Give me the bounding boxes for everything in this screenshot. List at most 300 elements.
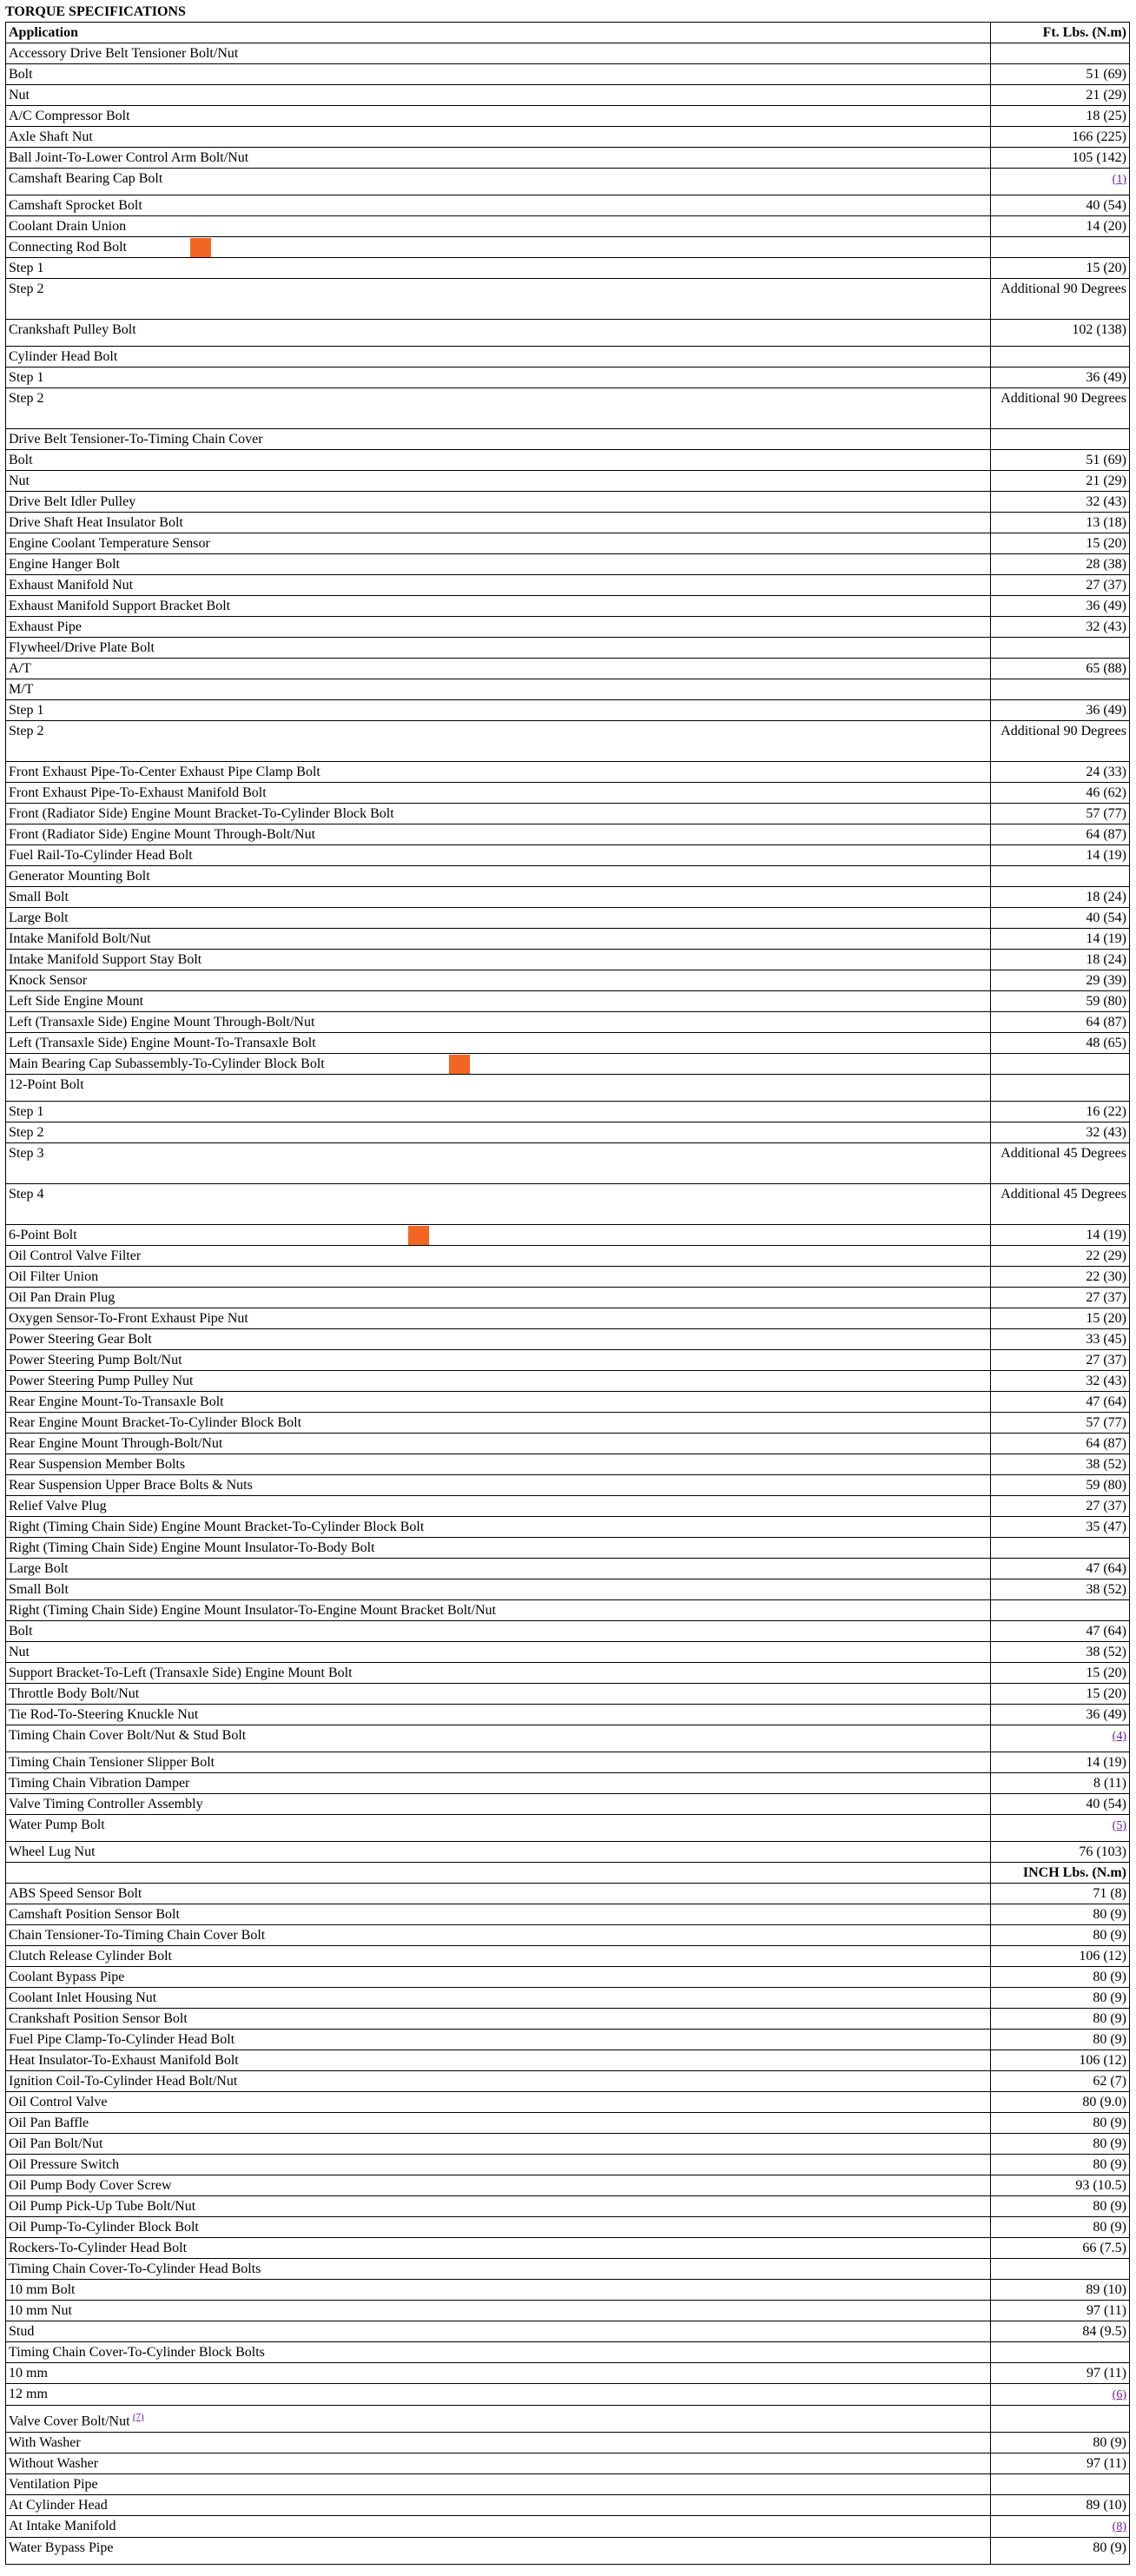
table-row (6, 970, 1130, 991)
application-cell (6, 991, 991, 1012)
table-row (6, 2196, 1130, 2217)
application-label: Crankshaft Position Sensor Bolt (9, 2011, 188, 2026)
application-cell (6, 1794, 991, 1815)
application-cell (6, 1288, 991, 1308)
application-cell (6, 2175, 991, 2196)
application-label: Bolt (9, 67, 33, 82)
graphic-marker-icon[interactable] (408, 1226, 429, 1246)
torque-value-cell: 15 (20) (991, 533, 1130, 554)
table-row (6, 1773, 1130, 1794)
table-row (6, 1904, 1130, 1925)
torque-value-cell: 59 (80) (991, 1475, 1130, 1496)
application-cell (6, 638, 991, 659)
torque-value-cell: INCH Lbs. (N.m) (991, 1863, 1130, 1884)
table-row (6, 450, 1130, 471)
application-cell (6, 513, 991, 533)
application-cell (6, 1413, 991, 1434)
table-row (6, 1967, 1130, 1988)
application-cell (6, 1904, 991, 1925)
torque-value-cell: 32 (43) (991, 492, 1130, 513)
application-label: Coolant Bypass Pipe (9, 1970, 125, 1984)
table-row (6, 1815, 1130, 1842)
application-cell (6, 1102, 991, 1122)
torque-value-cell: 80 (9.0) (991, 2092, 1130, 2113)
table-row (6, 2030, 1130, 2050)
application-cell (6, 575, 991, 596)
application-label: Timing Chain Cover-To-Cylinder Head Bolts (9, 2261, 261, 2276)
table-row (6, 2113, 1130, 2134)
application-label: Accessory Drive Belt Tensioner Bolt/Nut (9, 46, 239, 61)
table-row (6, 554, 1130, 575)
application-cell (6, 64, 991, 85)
torque-value-cell: 47 (64) (991, 1621, 1130, 1642)
table-row (6, 216, 1130, 237)
application-label: Drive Belt Idler Pulley (9, 494, 136, 509)
application-label: Bolt (9, 1624, 33, 1639)
torque-value-cell: 64 (87) (991, 824, 1130, 845)
application-label: Right (Timing Chain Side) Engine Mount Bracket-To-Cylinder Block Bolt (9, 1520, 425, 1534)
torque-value-cell: 80 (9) (991, 2196, 1130, 2217)
application-cell (6, 804, 991, 824)
table-row (6, 1454, 1130, 1475)
application-label: Right (Timing Chain Side) Engine Mount Insulator-To-Body Bolt (9, 1540, 375, 1555)
application-label: Engine Hanger Bolt (9, 557, 120, 572)
application-cell (6, 2196, 991, 2217)
application-cell (6, 2342, 991, 2363)
document-title: TORQUE SPECIFICATIONS (5, 4, 186, 19)
torque-value-cell: 80 (9) (991, 2134, 1130, 2155)
torque-value-cell: Additional 90 Degrees (991, 279, 1130, 320)
application-cell (6, 1225, 991, 1246)
application-cell (6, 2406, 991, 2433)
table-row (6, 596, 1130, 617)
table-row (6, 1075, 1130, 1102)
footnote-link[interactable]: (4) (1112, 1730, 1126, 1743)
torque-value-cell: 38 (52) (991, 1454, 1130, 1475)
application-cell (6, 929, 991, 950)
application-cell (6, 950, 991, 970)
torque-value-cell: Additional 90 Degrees (991, 388, 1130, 429)
application-label: Step 1 (9, 1104, 44, 1119)
application-cell (6, 258, 991, 279)
header-application: Application (6, 23, 991, 43)
application-label: Crankshaft Pulley Bolt (9, 322, 136, 337)
torque-value-cell: 80 (9) (991, 2433, 1130, 2453)
torque-value-cell: 36 (49) (991, 1705, 1130, 1725)
application-label: Oil Pan Drain Plug (9, 1290, 116, 1305)
table-row (6, 1752, 1130, 1773)
table-row (6, 2363, 1130, 2384)
application-label: 12-Point Bolt (9, 1077, 84, 1092)
application-label: Power Steering Pump Bolt/Nut (9, 1353, 182, 1367)
table-row (6, 2301, 1130, 2321)
table-row (6, 845, 1130, 866)
torque-value-cell: 80 (9) (991, 2113, 1130, 2134)
torque-value-cell: 14 (19) (991, 845, 1130, 866)
torque-value-cell: 93 (10.5) (991, 2175, 1130, 2196)
table-row (6, 2433, 1130, 2453)
application-cell (6, 1538, 991, 1559)
table-row (6, 617, 1130, 638)
footnote-link[interactable]: (5) (1112, 1819, 1126, 1832)
torque-value-cell: 14 (20) (991, 216, 1130, 237)
table-row (6, 887, 1130, 908)
application-cell (6, 970, 991, 991)
torque-value-cell (991, 169, 1130, 195)
table-row (6, 1413, 1130, 1434)
graphic-marker-icon[interactable] (449, 1055, 470, 1075)
table-row (6, 929, 1130, 950)
application-cell (6, 2495, 991, 2516)
application-cell (6, 2384, 991, 2406)
application-cell (6, 1842, 991, 1863)
application-cell (6, 2030, 991, 2050)
application-label: Rear Suspension Upper Brace Bolts & Nuts (9, 1478, 253, 1493)
application-label: Axle Shaft Nut (9, 129, 93, 144)
application-label: Step 3 (9, 1146, 44, 1161)
application-cell (6, 471, 991, 492)
application-label: Drive Belt Tensioner-To-Timing Chain Cover (9, 432, 263, 447)
torque-value-cell: 40 (54) (991, 908, 1130, 929)
application-label: Rear Engine Mount-To-Transaxle Bolt (9, 1394, 224, 1409)
application-cell (6, 1752, 991, 1773)
application-cell (6, 1988, 991, 2009)
application-cell (6, 2259, 991, 2280)
application-cell (6, 43, 991, 64)
table-row (6, 1946, 1130, 1967)
application-label: Timing Chain Vibration Damper (9, 1776, 190, 1791)
application-cell (6, 1454, 991, 1475)
table-row (6, 2217, 1130, 2238)
torque-value-cell: 40 (54) (991, 195, 1130, 216)
header-unit: Ft. Lbs. (N.m) (991, 23, 1130, 43)
torque-value-cell: 57 (77) (991, 1413, 1130, 1434)
table-row (6, 513, 1130, 533)
application-cell (6, 2134, 991, 2155)
torque-value-cell (991, 1054, 1130, 1075)
table-row (6, 1884, 1130, 1904)
table-row (6, 2092, 1130, 2113)
application-cell (6, 1475, 991, 1496)
application-cell (6, 2217, 991, 2238)
application-label: Oil Pan Bolt/Nut (9, 2136, 103, 2151)
application-label: Ignition Coil-To-Cylinder Head Bolt/Nut (9, 2074, 238, 2089)
table-row (6, 471, 1130, 492)
application-label: A/C Compressor Bolt (9, 109, 130, 123)
application-label: Rear Suspension Member Bolts (9, 1457, 186, 1472)
application-cell (6, 2538, 991, 2565)
torque-value-cell: 13 (18) (991, 513, 1130, 533)
application-label: Fuel Pipe Clamp-To-Cylinder Head Bolt (9, 2032, 235, 2047)
torque-value-cell: 166 (225) (991, 127, 1130, 148)
application-label: Nut (9, 1645, 30, 1659)
torque-value-cell: 8 (11) (991, 1773, 1130, 1794)
application-cell (6, 617, 991, 638)
torque-value-cell: 57 (77) (991, 804, 1130, 824)
torque-value-cell (991, 2406, 1130, 2433)
application-cell (6, 1308, 991, 1329)
application-cell (6, 1184, 991, 1225)
torque-value-cell: 80 (9) (991, 1904, 1130, 1925)
application-cell (6, 347, 991, 368)
application-cell (6, 1773, 991, 1794)
application-label: Left (Transaxle Side) Engine Mount Through-Bolt/Nut (9, 1015, 315, 1030)
table-row (6, 2259, 1130, 2280)
application-label: Left Side Engine Mount (9, 994, 144, 1009)
torque-value-cell (991, 1075, 1130, 1102)
torque-value-cell: 27 (37) (991, 1350, 1130, 1371)
torque-value-cell: 32 (43) (991, 1371, 1130, 1392)
application-label: Step 2 (9, 391, 44, 406)
table-row (6, 1371, 1130, 1392)
application-label: Nut (9, 88, 30, 103)
application-cell (6, 85, 991, 106)
application-cell (6, 1925, 991, 1946)
table-row (6, 429, 1130, 450)
application-cell (6, 2009, 991, 2030)
torque-value-cell: 15 (20) (991, 1308, 1130, 1329)
torque-value-cell: 27 (37) (991, 575, 1130, 596)
application-label: Ventilation Pipe (9, 2477, 98, 2492)
torque-value-cell: 84 (9.5) (991, 2321, 1130, 2342)
application-cell (6, 1559, 991, 1579)
application-cell (6, 2238, 991, 2259)
table-row (6, 2134, 1130, 2155)
application-cell (6, 1621, 991, 1642)
torque-value-cell: 22 (29) (991, 1246, 1130, 1267)
torque-value-cell (991, 638, 1130, 659)
application-label: Coolant Drain Union (9, 219, 127, 234)
torque-value-cell: 105 (142) (991, 148, 1130, 169)
footnote-link[interactable]: (6) (1112, 2388, 1126, 2401)
table-row (6, 1434, 1130, 1454)
torque-value-cell: 35 (47) (991, 1517, 1130, 1538)
application-cell (6, 492, 991, 513)
application-cell (6, 596, 991, 617)
torque-value-cell: 33 (45) (991, 1329, 1130, 1350)
torque-value-cell: 27 (37) (991, 1288, 1130, 1308)
application-label: 10 mm (9, 2366, 48, 2381)
application-label: Rockers-To-Cylinder Head Bolt (9, 2241, 188, 2255)
table-row (6, 1329, 1130, 1350)
torque-value-cell: 65 (88) (991, 659, 1130, 679)
table-row (6, 258, 1130, 279)
application-cell (6, 2516, 991, 2538)
application-cell (6, 1946, 991, 1967)
torque-value-cell: 46 (62) (991, 783, 1130, 804)
application-cell (6, 1012, 991, 1033)
torque-value-cell (991, 2516, 1130, 2538)
application-cell (6, 533, 991, 554)
application-cell (6, 2433, 991, 2453)
torque-value-cell: 51 (69) (991, 450, 1130, 471)
application-label: Oil Pan Baffle (9, 2116, 89, 2130)
footnote-link[interactable]: (1) (1112, 173, 1126, 186)
application-label: ABS Speed Sensor Bolt (9, 1886, 142, 1901)
torque-value-cell: 36 (49) (991, 368, 1130, 388)
torque-value-cell: 80 (9) (991, 2538, 1130, 2565)
application-label: Camshaft Bearing Cap Bolt (9, 171, 163, 186)
table-row (6, 679, 1130, 700)
application-label: Generator Mounting Bolt (9, 869, 150, 884)
torque-value-cell: 80 (9) (991, 2009, 1130, 2030)
table-row (6, 1267, 1130, 1288)
application-cell (6, 216, 991, 237)
application-cell (6, 2474, 991, 2495)
application-label: Coolant Inlet Housing Nut (9, 1990, 157, 2005)
torque-value-cell: 80 (9) (991, 2155, 1130, 2175)
application-cell (6, 2363, 991, 2384)
application-cell (6, 1663, 991, 1684)
application-label: Camshaft Position Sensor Bolt (9, 1907, 180, 1922)
application-label: Connecting Rod Bolt (9, 240, 127, 255)
application-label: Cylinder Head Bolt (9, 349, 118, 364)
torque-value-cell: Additional 45 Degrees (991, 1184, 1130, 1225)
torque-value-cell (991, 679, 1130, 700)
application-label: Heat Insulator-To-Exhaust Manifold Bolt (9, 2053, 239, 2068)
torque-value-cell: 24 (33) (991, 762, 1130, 783)
table-row (6, 1184, 1130, 1225)
graphic-marker-icon[interactable] (190, 238, 211, 258)
application-cell (6, 866, 991, 887)
torque-value-cell (991, 2384, 1130, 2406)
footnote-link[interactable]: (7) (132, 2412, 144, 2422)
torque-value-cell: 15 (20) (991, 1684, 1130, 1705)
application-cell (6, 1684, 991, 1705)
table-row (6, 2071, 1130, 2092)
application-label: Front Exhaust Pipe-To-Center Exhaust Pipe Clamp Bolt (9, 765, 320, 779)
application-cell (6, 2321, 991, 2342)
application-label: Knock Sensor (9, 973, 88, 988)
table-row (6, 1033, 1130, 1054)
table-row (6, 804, 1130, 824)
application-label: Valve Timing Controller Assembly (9, 1797, 203, 1811)
application-cell (6, 127, 991, 148)
table-row (6, 1392, 1130, 1413)
table-row (6, 2538, 1130, 2565)
application-cell (6, 1392, 991, 1413)
torque-value-cell: 97 (11) (991, 2301, 1130, 2321)
torque-value-cell: 18 (25) (991, 106, 1130, 127)
torque-value-cell: 21 (29) (991, 471, 1130, 492)
table-row (6, 908, 1130, 929)
application-label: Step 2 (9, 281, 44, 296)
application-cell (6, 1863, 991, 1884)
application-label: Stud (9, 2324, 35, 2339)
table-row (6, 1122, 1130, 1143)
application-label: Fuel Rail-To-Cylinder Head Bolt (9, 848, 193, 863)
application-label: Timing Chain Cover Bolt/Nut & Stud Bolt (9, 1728, 247, 1743)
table-row (6, 1350, 1130, 1371)
torque-value-cell: 18 (24) (991, 887, 1130, 908)
application-cell (6, 1517, 991, 1538)
application-label: Ball Joint-To-Lower Control Arm Bolt/Nut (9, 150, 249, 165)
application-label: Clutch Release Cylinder Bolt (9, 1949, 172, 1963)
torque-value-cell: 47 (64) (991, 1559, 1130, 1579)
torque-value-cell: 102 (138) (991, 320, 1130, 347)
table-row (6, 1102, 1130, 1122)
torque-value-cell: 80 (9) (991, 2030, 1130, 2050)
table-row (6, 1246, 1130, 1267)
torque-value-cell: 62 (7) (991, 2071, 1130, 2092)
application-label: Engine Coolant Temperature Sensor (9, 536, 210, 551)
torque-value-cell (991, 1725, 1130, 1752)
torque-value-cell: 97 (11) (991, 2363, 1130, 2384)
application-cell (6, 1033, 991, 1054)
application-cell (6, 106, 991, 127)
footnote-link[interactable]: (8) (1112, 2520, 1126, 2533)
table-row (6, 1579, 1130, 1600)
table-header-row (6, 23, 1130, 43)
table-row (6, 1496, 1130, 1517)
application-cell (6, 1122, 991, 1143)
torque-value-cell: 80 (9) (991, 1988, 1130, 2009)
torque-value-cell (991, 429, 1130, 450)
torque-value-cell: 80 (9) (991, 1967, 1130, 1988)
torque-value-cell: 80 (9) (991, 2217, 1130, 2238)
torque-value-cell: 15 (20) (991, 1663, 1130, 1684)
table-row (6, 991, 1130, 1012)
torque-value-cell: 14 (19) (991, 1225, 1130, 1246)
torque-value-cell: 38 (52) (991, 1579, 1130, 1600)
torque-value-cell (991, 1815, 1130, 1842)
application-cell (6, 1725, 991, 1752)
torque-value-cell: 28 (38) (991, 554, 1130, 575)
table-row (6, 2406, 1130, 2433)
application-cell (6, 1600, 991, 1621)
application-label: At Cylinder Head (9, 2498, 108, 2513)
torque-value-cell: 22 (30) (991, 1267, 1130, 1288)
torque-value-cell (991, 2474, 1130, 2495)
torque-value-cell: 15 (20) (991, 258, 1130, 279)
application-label: Right (Timing Chain Side) Engine Mount Insulator-To-Engine Mount Bracket Bolt/Nut (9, 1603, 497, 1618)
table-row (6, 2453, 1130, 2474)
application-cell (6, 169, 991, 195)
application-cell (6, 1371, 991, 1392)
application-cell (6, 554, 991, 575)
torque-value-cell (991, 2342, 1130, 2363)
application-label: Valve Cover Bolt/Nut (9, 2414, 130, 2429)
table-row (6, 659, 1130, 679)
application-label: 10 mm Nut (9, 2303, 72, 2318)
torque-value-cell: Additional 90 Degrees (991, 721, 1130, 762)
torque-value-cell: 27 (37) (991, 1496, 1130, 1517)
torque-value-cell: 21 (29) (991, 85, 1130, 106)
table-row (6, 2009, 1130, 2030)
application-label: Exhaust Manifold Nut (9, 578, 134, 593)
torque-value-cell: 32 (43) (991, 617, 1130, 638)
application-label: Front (Radiator Side) Engine Mount Bracket-To-Cylinder Block Bolt (9, 806, 394, 821)
application-cell (6, 659, 991, 679)
application-label: Oxygen Sensor-To-Front Exhaust Pipe Nut (9, 1311, 248, 1326)
application-label: Exhaust Manifold Support Bracket Bolt (9, 599, 231, 613)
application-label: Nut (9, 473, 30, 488)
table-row (6, 1012, 1130, 1033)
torque-value-cell: 40 (54) (991, 1794, 1130, 1815)
torque-value-cell: 14 (19) (991, 929, 1130, 950)
table-row (6, 64, 1130, 85)
application-cell (6, 2071, 991, 2092)
application-label: Support Bracket-To-Left (Transaxle Side) Engine Mount Bolt (9, 1665, 353, 1680)
table-row (6, 1725, 1130, 1752)
torque-value-cell: 18 (24) (991, 950, 1130, 970)
table-row (6, 2155, 1130, 2175)
application-cell (6, 1075, 991, 1102)
application-label: Intake Manifold Bolt/Nut (9, 931, 151, 946)
table-row (6, 1475, 1130, 1496)
table-row (6, 1225, 1130, 1246)
application-cell (6, 1350, 991, 1371)
